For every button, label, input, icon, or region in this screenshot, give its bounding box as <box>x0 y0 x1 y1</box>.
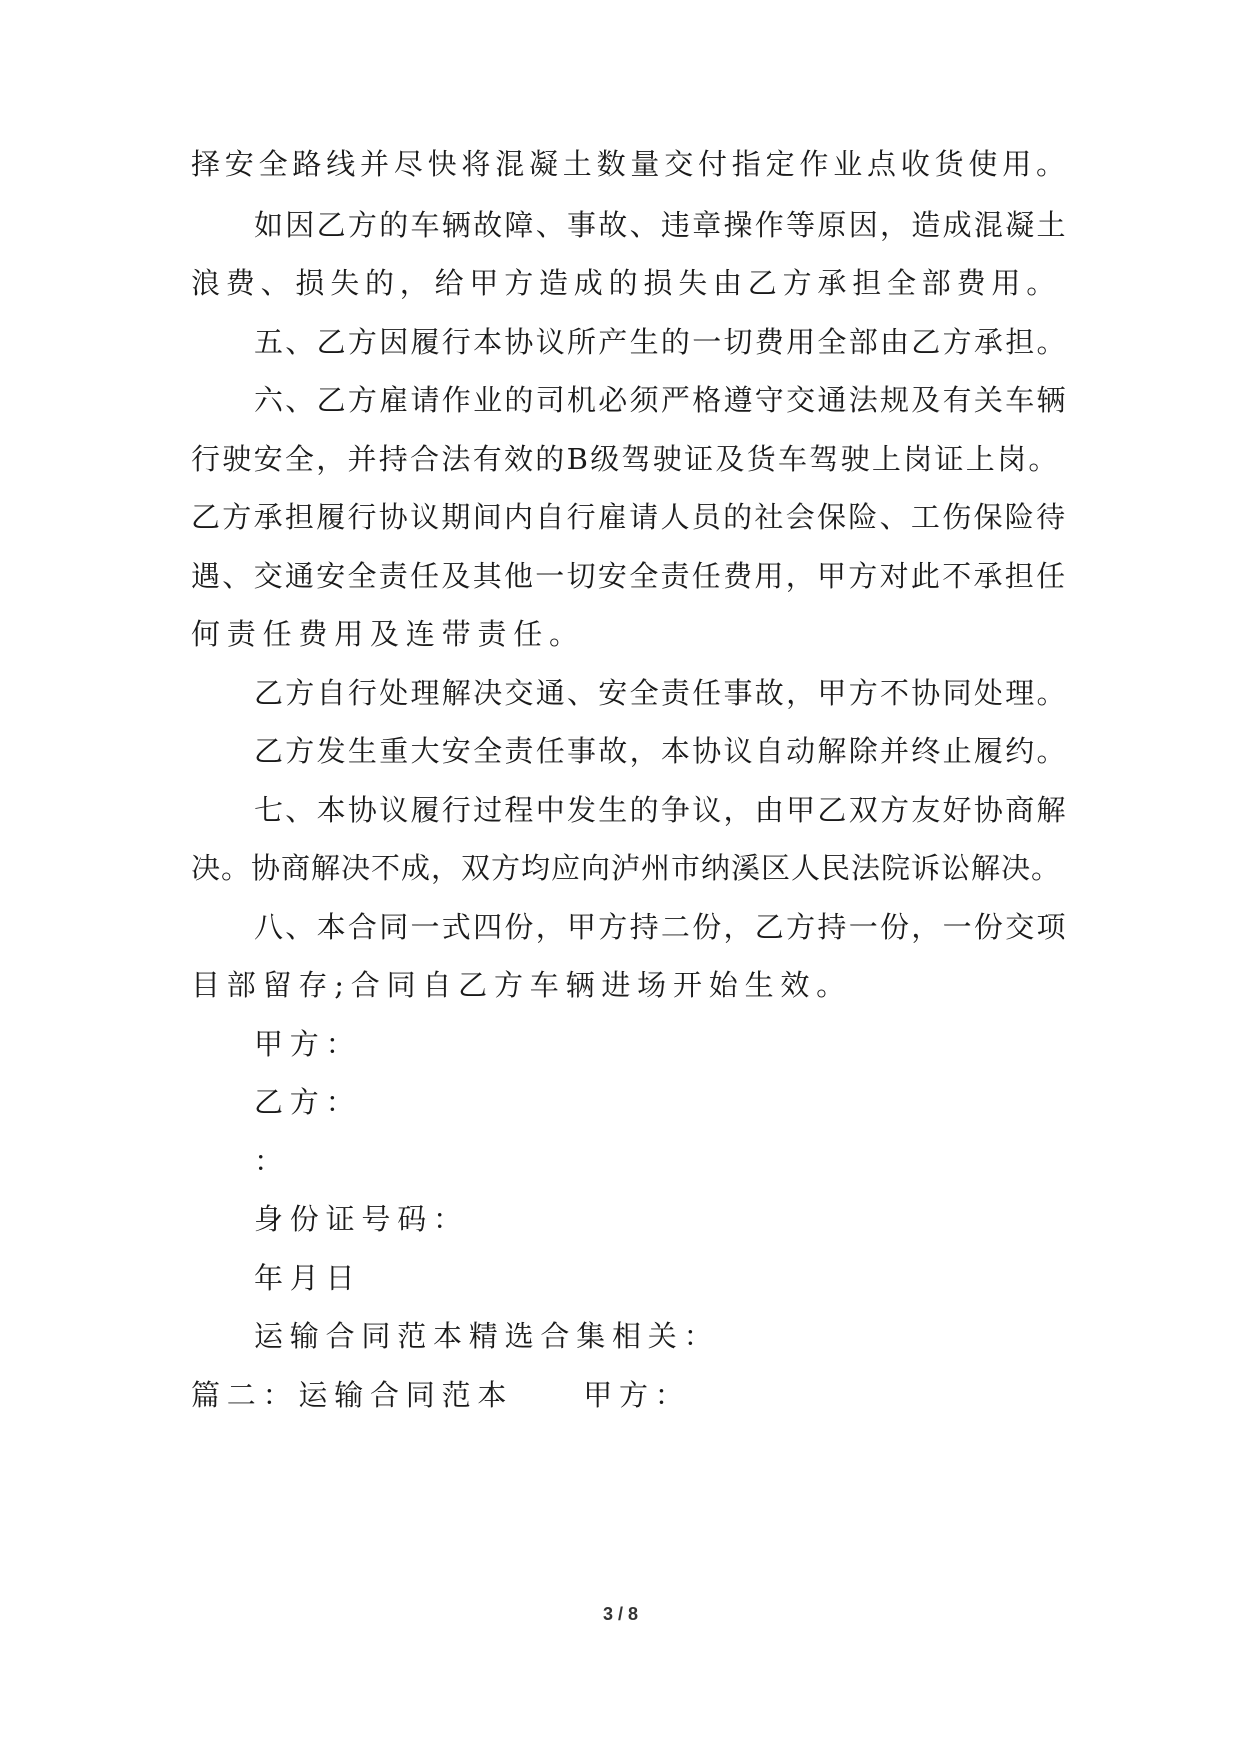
page-number: 3 / 8 <box>602 1604 639 1624</box>
signature-party-b: 乙方： <box>254 1085 362 1119</box>
text-line: 行驶安全，并持合法有效的B级驾驶证及货车驾驶上岗证上岗。 <box>191 442 1060 476</box>
text-line: 乙方承担履行协议期间内自行雇请人员的社会保险、工伤保险待 <box>191 500 1068 534</box>
text-line: 八、本合同一式四份，甲方持二份，乙方持一份，一份交项 <box>254 910 1068 944</box>
text-line: 何责任费用及连带责任。 <box>191 617 585 651</box>
party-a-label: 甲方： <box>583 1378 691 1412</box>
text-line: 乙方自行处理解决交通、安全责任事故，甲方不协同处理。 <box>254 676 1068 710</box>
section-heading <box>191 1377 1071 1413</box>
signature-colon: ： <box>254 1144 290 1178</box>
text-line: 浪费、损失的，给甲方造成的损失由乙方承担全部费用。 <box>191 266 1062 300</box>
text-line: 如因乙方的车辆故障、事故、违章操作等原因，造成混凝土 <box>254 208 1068 242</box>
text-line: 乙方发生重大安全责任事故，本协议自动解除并终止履约。 <box>254 734 1068 768</box>
text-line: 决。协商解决不成，双方均应向泸州市纳溪区人民法院诉讼解决。 <box>191 851 1062 885</box>
signature-party-a: 甲方： <box>254 1027 362 1061</box>
related-label: 运输合同范本精选合集相关： <box>254 1319 720 1353</box>
text-line: 目部留存;合同自乙方车辆进场开始生效。 <box>191 968 852 1002</box>
text-line: 择安全路线并尽快将混凝土数量交付指定作业点收货使用。 <box>191 147 1070 181</box>
date-label: 年月日 <box>254 1261 362 1295</box>
text-line: 五、乙方因履行本协议所产生的一切费用全部由乙方承担。 <box>254 325 1068 359</box>
text-line: 六、乙方雇请作业的司机必须严格遵守交通法规及有关车辆 <box>254 383 1068 417</box>
text-line: 遇、交通安全责任及其他一切安全责任费用，甲方对此不承担任 <box>191 559 1068 593</box>
id-number-label: 身份证号码： <box>254 1202 469 1236</box>
text-line: 七、本协议履行过程中发生的争议，由甲乙双方友好协商解 <box>254 793 1068 827</box>
section-title: 篇二：运输合同范本 <box>191 1378 514 1412</box>
